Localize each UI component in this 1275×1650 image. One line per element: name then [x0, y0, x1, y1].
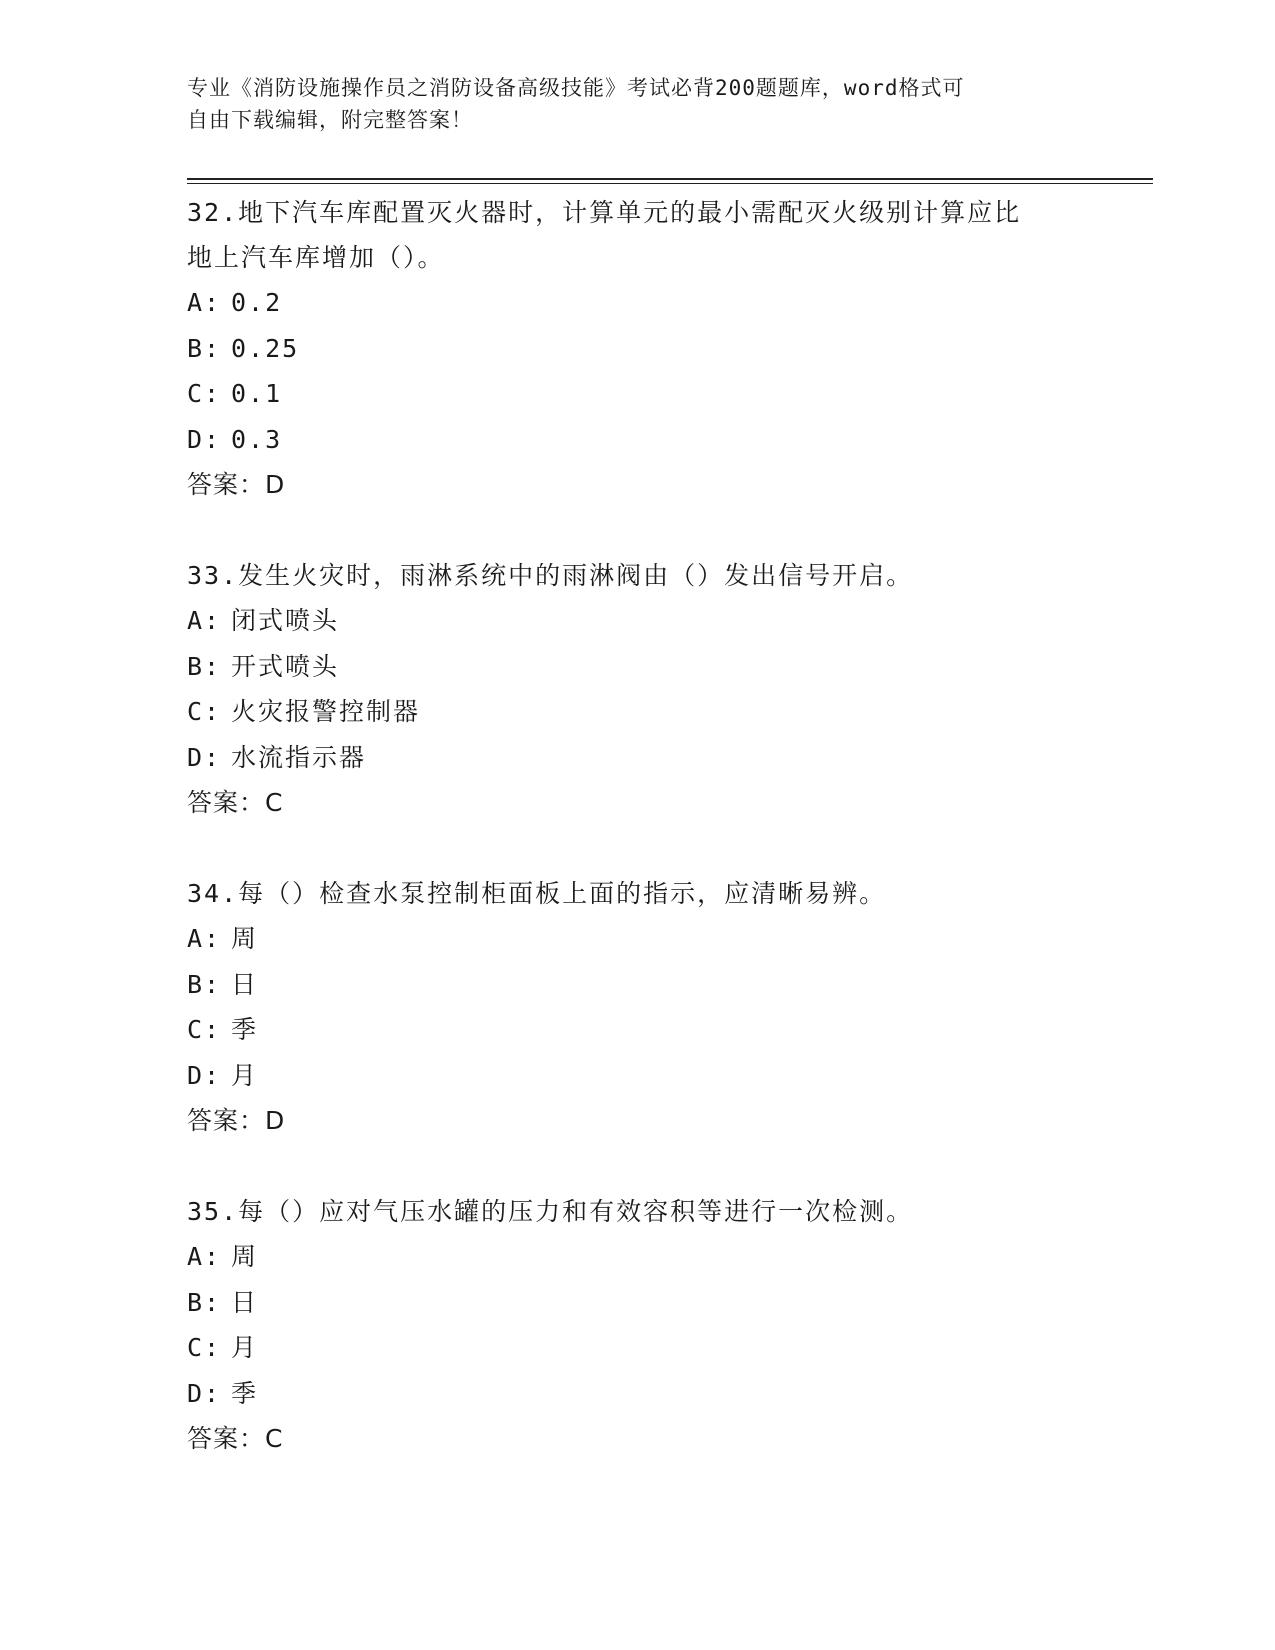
option-letter: D: [187, 424, 222, 454]
option-text: 月 [231, 1060, 259, 1090]
option-text: 水流指示器 [231, 742, 367, 772]
option-d [187, 417, 1087, 463]
option-letter: C: [187, 697, 222, 726]
option-letter: B: [187, 1287, 222, 1317]
option-c [187, 1007, 1087, 1053]
option-letter: A: [187, 924, 222, 953]
option-text: 周 [231, 924, 259, 953]
option-a [187, 1234, 1087, 1280]
option-letter: A: [187, 1242, 222, 1271]
option-text: 月 [231, 1333, 259, 1362]
question-text-line-1: 34.每（）检查水泵控制柜面板上面的指示，应清晰易辨。 [187, 879, 887, 908]
question-32 [187, 190, 1087, 507]
question-34 [187, 871, 1087, 1143]
question-text-line-1: 35.每（）应对气压水罐的压力和有效容积等进行一次检测。 [187, 1197, 914, 1226]
answer-text: 答案：C [187, 788, 284, 817]
option-d [187, 735, 1087, 781]
option-text: 0.2 [231, 288, 283, 317]
option-d [187, 1371, 1087, 1417]
question-list [187, 190, 1087, 1507]
option-b [187, 1280, 1087, 1326]
option-letter: B: [187, 969, 222, 999]
header-line-1: 专业《消防设施操作员之消防设备高级技能》考试必背200题题库，word格式可 [187, 76, 965, 100]
option-text: 日 [231, 969, 259, 999]
option-letter: A: [187, 606, 222, 635]
option-letter: D: [187, 1378, 222, 1408]
option-d [187, 1053, 1087, 1099]
option-text: 季 [231, 1015, 259, 1044]
option-a [187, 916, 1087, 962]
option-b [187, 326, 1087, 372]
option-a [187, 598, 1087, 644]
answer-text: 答案：D [187, 470, 286, 499]
question-text-line-1: 33.发生火灾时，雨淋系统中的雨淋阀由（）发出信号开启。 [187, 561, 914, 590]
question-33 [187, 553, 1087, 825]
option-text: 闭式喷头 [231, 606, 340, 635]
option-text: 季 [231, 1378, 259, 1408]
option-letter: C: [187, 1333, 222, 1362]
option-letter: D: [187, 742, 222, 772]
option-b [187, 962, 1087, 1008]
question-35 [187, 1189, 1087, 1461]
question-text-line-2: 地上汽车库增加（）。 [187, 243, 445, 272]
option-letter: B: [187, 333, 222, 363]
option-letter: C: [187, 379, 222, 408]
option-text: 周 [231, 1242, 259, 1271]
option-text: 开式喷头 [231, 651, 340, 681]
question-text-line-1: 32.地下汽车库配置灭火器时，计算单元的最小需配灭火级别计算应比 [187, 198, 1022, 227]
header-divider-thick [187, 178, 1153, 180]
header-divider-thin [187, 183, 1153, 184]
option-text: 0.1 [231, 379, 283, 408]
option-c [187, 689, 1087, 735]
answer-text: 答案：D [187, 1106, 286, 1135]
option-c [187, 1325, 1087, 1371]
header-line-2: 自由下载编辑，附完整答案！ [187, 108, 473, 132]
option-letter: C: [187, 1015, 222, 1044]
option-text: 0.3 [231, 424, 283, 454]
option-text: 火灾报警控制器 [231, 697, 421, 726]
option-a [187, 280, 1087, 326]
option-text: 日 [231, 1287, 259, 1317]
answer-text: 答案：C [187, 1424, 284, 1453]
option-b [187, 644, 1087, 690]
option-text: 0.25 [231, 333, 300, 363]
document-header [187, 72, 1087, 136]
option-letter: B: [187, 651, 222, 681]
option-letter: D: [187, 1060, 222, 1090]
option-letter: A: [187, 288, 222, 317]
option-c [187, 371, 1087, 417]
